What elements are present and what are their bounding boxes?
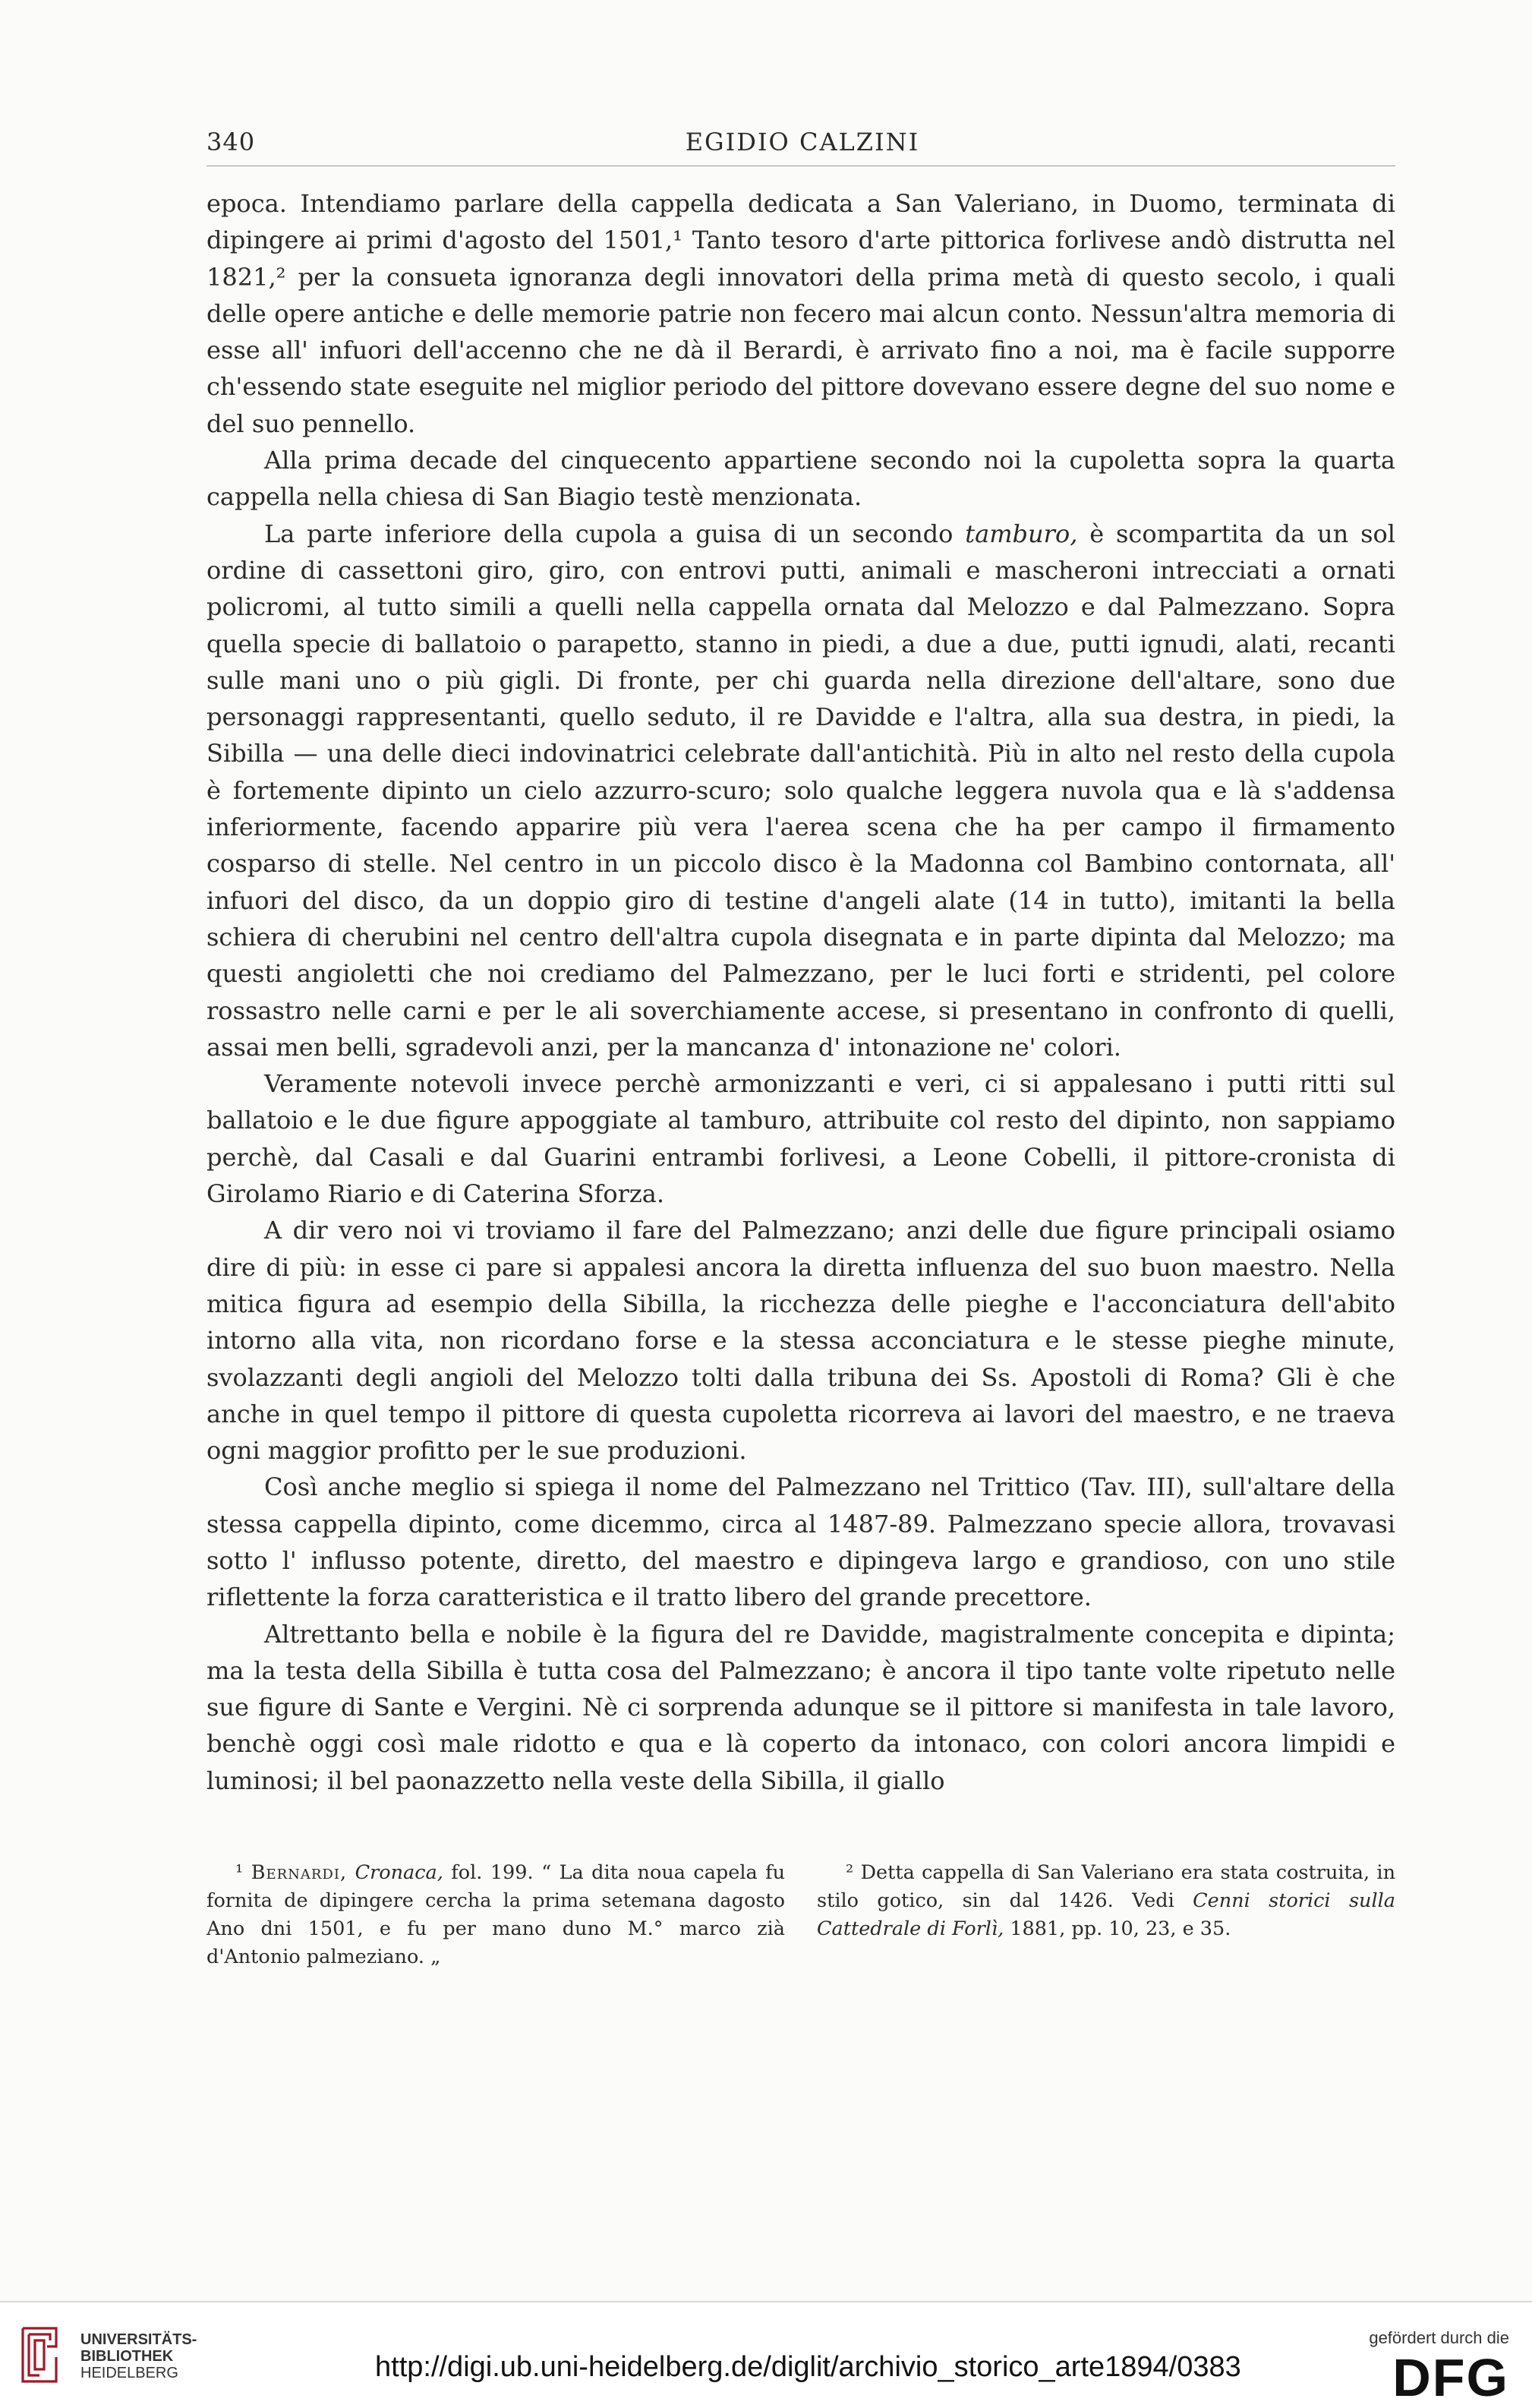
footnote-work-title: Cenni storici sulla Cattedrale di Forlì, xyxy=(817,1889,1395,1940)
paragraph-text: è scompartita da un sol ordine di cassettoni giro, giro, con entrovi putti, animali e mascheroni intrecciati a ornati policromi, al tutto simili a quelli nella cappella ornata dal Melozzo e dal Palmezzano. Sopra quella specie di ballatoio o parapetto, stanno in piedi, a due a due, putti ignudi, alati, recanti sulle mani uno o più gigli. Di fronte, per chi guarda nella direzione dell'altare, sono due personaggi rappresentanti, quello seduto, il re Davidde e l'altra, alla sua destra, in piedi, la Sibilla — una delle dieci indovinatrici celebrate dall'antichità. Più in alto nel resto della cupola è fortemente dipinto un cielo azzurro-scuro; solo qualche leggera nuvola qua e là s'addensa inferiormente, facendo apparire più vera l'aerea scena che ha per campo il firmamento cosparso di stelle. Nel centro in un piccolo disco è la Madonna col Bambino contornata, all' infuori del disco, da un doppio giro di testine d'angeli alate (14 in tutto), imitanti la bella schiera di cherubini nel centro dell'altra cupola disegnata e in parte dipinta dal Melozzo; ma questi angioletti che noi crediamo del Palmezzano, per le luci forti e stridenti, pel colore rossastro nelle carni e per le ali soverchiamente accese, si presentano in confronto di quelli, assai men belli, sgradevoli anzi, per la mancanza d' intonazione ne' colori. xyxy=(206,519,1396,1062)
permalink-url[interactable]: http://digi.ub.uni-heidelberg.de/diglit/archivio_storico_arte1894/0383 xyxy=(375,2351,1241,2383)
library-name-line: BIBLIOTHEK xyxy=(80,2348,174,2365)
library-name xyxy=(80,2331,197,2381)
footnote-text: fol. 199. “ La dita noua capela fu fornita de dipingere cercha la prima setemana dagosto Ano dni 1501, e fu per mano duno M.° marco zià d'Antonio palmeziano. „ xyxy=(206,1861,786,1968)
paragraph: Così anche meglio si spiega il nome del Palmezzano nel Trittico (Tav. III), sull'altare della stessa cappella dipinto, come dicemmo, circa al 1487-89. Palmezzano specie allora, trovavasi sotto l' influsso potente, diretto, del maestro e dipingeva largo e grandioso, con uno stile riflettente la forza caratteristica e il tratto libero del grande precettore. xyxy=(206,1472,1395,1612)
dfg-logo-icon: DFG xyxy=(1392,2348,1509,2407)
body-text xyxy=(206,185,1395,1799)
running-title: EGIDIO CALZINI xyxy=(685,128,920,156)
paragraph: Alla prima decade del cinquecento appartiene secondo noi la cupoletta sopra la quarta cappella nella chiesa di San Biagio testè menzionata. xyxy=(206,446,1395,512)
footnote-2 xyxy=(817,1859,1395,1971)
paragraph: Altrettanto bella e nobile è la figura del re Davidde, magistralmente concepita e dipinta; ma la testa della Sibilla è tutta cosa del Palmezzano; è ancora il tipo tante volte ripetuto nelle sue figure di Sante e Vergini. Nè ci sorprenda adunque se il pittore si manifesta in tale lavoro, benchè oggi così male ridotto e qua e là coperto da intonaco, con colori ancora limpidi e luminosi; il bel paonazzetto nella veste della Sibilla, il giallo xyxy=(206,1619,1395,1795)
funded-by-label: gefördert durch die xyxy=(1369,2328,1509,2347)
library-name-line: HEIDELBERG xyxy=(80,2365,178,2381)
footnote-author: Bernardi, xyxy=(251,1861,348,1884)
footnote-text: Detta cappella di San Valeriano era stata costruita, in stilo gotico, sin dal 1426. Vedi xyxy=(817,1861,1395,1912)
university-library-logo-icon xyxy=(17,2324,62,2386)
paragraph xyxy=(206,516,1395,1065)
footer-divider xyxy=(0,2301,1532,2302)
paragraph-text: La parte inferiore della cupola a guisa di un secondo xyxy=(264,519,966,548)
footnote-marker: ² xyxy=(846,1861,854,1884)
footnote-work-title: Cronaca, xyxy=(355,1861,443,1884)
page-number: 340 xyxy=(206,128,256,156)
footnotes xyxy=(206,1859,1395,1971)
italic-term: tamburo, xyxy=(965,519,1078,548)
footnote-1 xyxy=(206,1859,785,1971)
footnote-text: 1881, pp. 10, 23, e 35. xyxy=(1004,1917,1231,1940)
paragraph: Veramente notevoli invece perchè armonizzanti e veri, ci si appalesano i putti ritti sul ballatoio e le due figure appoggiate al tamburo, attribuite col resto del dipinto, non sappiamo perchè, dal Casali e dal Guarini entrambi forlivesi, a Leone Cobelli, il pittore-cronista di Girolamo Riario e di Caterina Sforza. xyxy=(206,1069,1395,1209)
paragraph: epoca. Intendiamo parlare della cappella dedicata a San Valeriano, in Duomo, terminata di dipingere ai primi d'agosto del 1501,¹ Tanto tesoro d'arte pittorica forlivese andò distrutta nel 1821,² per la consueta ignoranza degli innovatori della prima metà di questo secolo, i quali delle opere antiche e delle memorie patrie non fecero mai alcun conto. Nessun'altra memoria di esse all' infuori dell'accenno che ne dà il Berardi, è arrivato fino a noi, ma è facile supporre ch'essendo state eseguite nel miglior periodo del pittore dovevano essere degne del suo nome e del suo pennello. xyxy=(206,189,1395,438)
paragraph: A dir vero noi vi troviamo il fare del Palmezzano; anzi delle due figure principali osiamo dire di più: in esse ci pare si appalesi ancora la diretta influenza del suo buon maestro. Nella mitica figura ad esempio della Sibilla, la ricchezza delle pieghe e l'acconciatura dell'abito intorno alla vita, non ricordano forse e la stessa acconciatura e le stesse pieghe minute, svolazzanti degli angioli del Melozzo tolti dalla tribuna dei Ss. Apostoli di Roma? Gli è che anche in quel tempo il pittore di questa cupoletta ricorreva ai lavori del maestro, e ne traeva ogni maggior profitto per le sue produzioni. xyxy=(206,1216,1395,1466)
library-name-line: UNIVERSITÄTS- xyxy=(80,2331,197,2348)
footnote-marker: ¹ xyxy=(235,1861,244,1884)
funder-block xyxy=(1335,2328,1509,2407)
digitization-footer xyxy=(0,2301,1532,2408)
page-header xyxy=(206,128,1398,158)
